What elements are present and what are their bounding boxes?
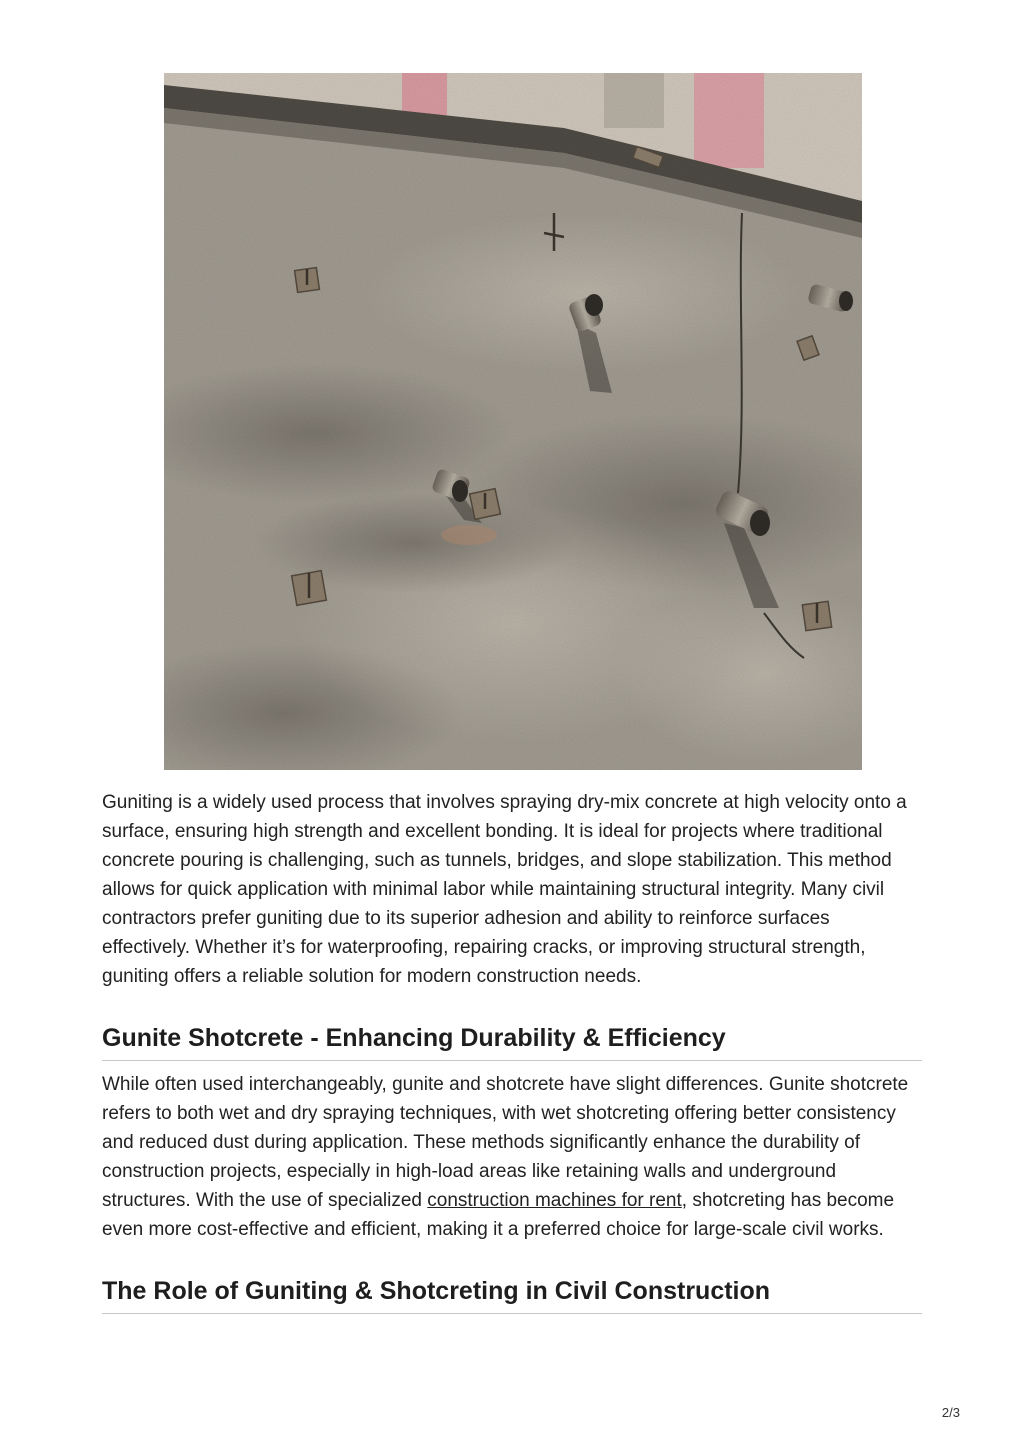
paragraph-text-after-link: , shotcreting has become even more cost-effective and efficient, making it a preferred choice for large-scale civil works. xyxy=(102,1190,895,1240)
paragraph-text-before-link: While often used interchangeably, gunite and shotcrete have slight differences. Gunite shotcrete refers to both wet and dry spraying techniques, with wet shotcreting offering better consistency and reduced dust during application. These methods significantly enhance the durability of construction projects, especially in high-load areas like retaining walls and underground structures. With the use of specialized xyxy=(102,1074,909,1211)
construction-machines-link[interactable]: construction machines for rent xyxy=(427,1190,682,1211)
shotcrete-slope-photo xyxy=(164,73,862,770)
heading-gunite-shotcrete: Gunite Shotcrete - Enhancing Durability & Efficiency xyxy=(102,1022,922,1061)
article-body xyxy=(102,788,922,1314)
paragraph-guniting-intro: Guniting is a widely used process that involves spraying dry-mix concrete at high velocity onto a surface, ensuring high strength and excellent bonding. It is ideal for projects where traditional concrete pouring is challenging, such as tunnels, bridges, and slope stabilization. This method allows for quick application with minimal labor while maintaining structural integrity. Many civil contractors prefer guniting due to its superior adhesion and ability to reinforce surfaces effectively. Whether it’s for waterproofing, repairing cracks, or improving structural strength, guniting offers a reliable solution for modern construction needs. xyxy=(102,792,907,987)
shotcrete-photo-illustration xyxy=(164,73,862,770)
heading-role-of-guniting: The Role of Guniting & Shotcreting in Civil Construction xyxy=(102,1275,922,1314)
page-number: 2/3 xyxy=(941,1405,960,1420)
paragraph-gunite-shotcrete xyxy=(102,1070,922,1244)
